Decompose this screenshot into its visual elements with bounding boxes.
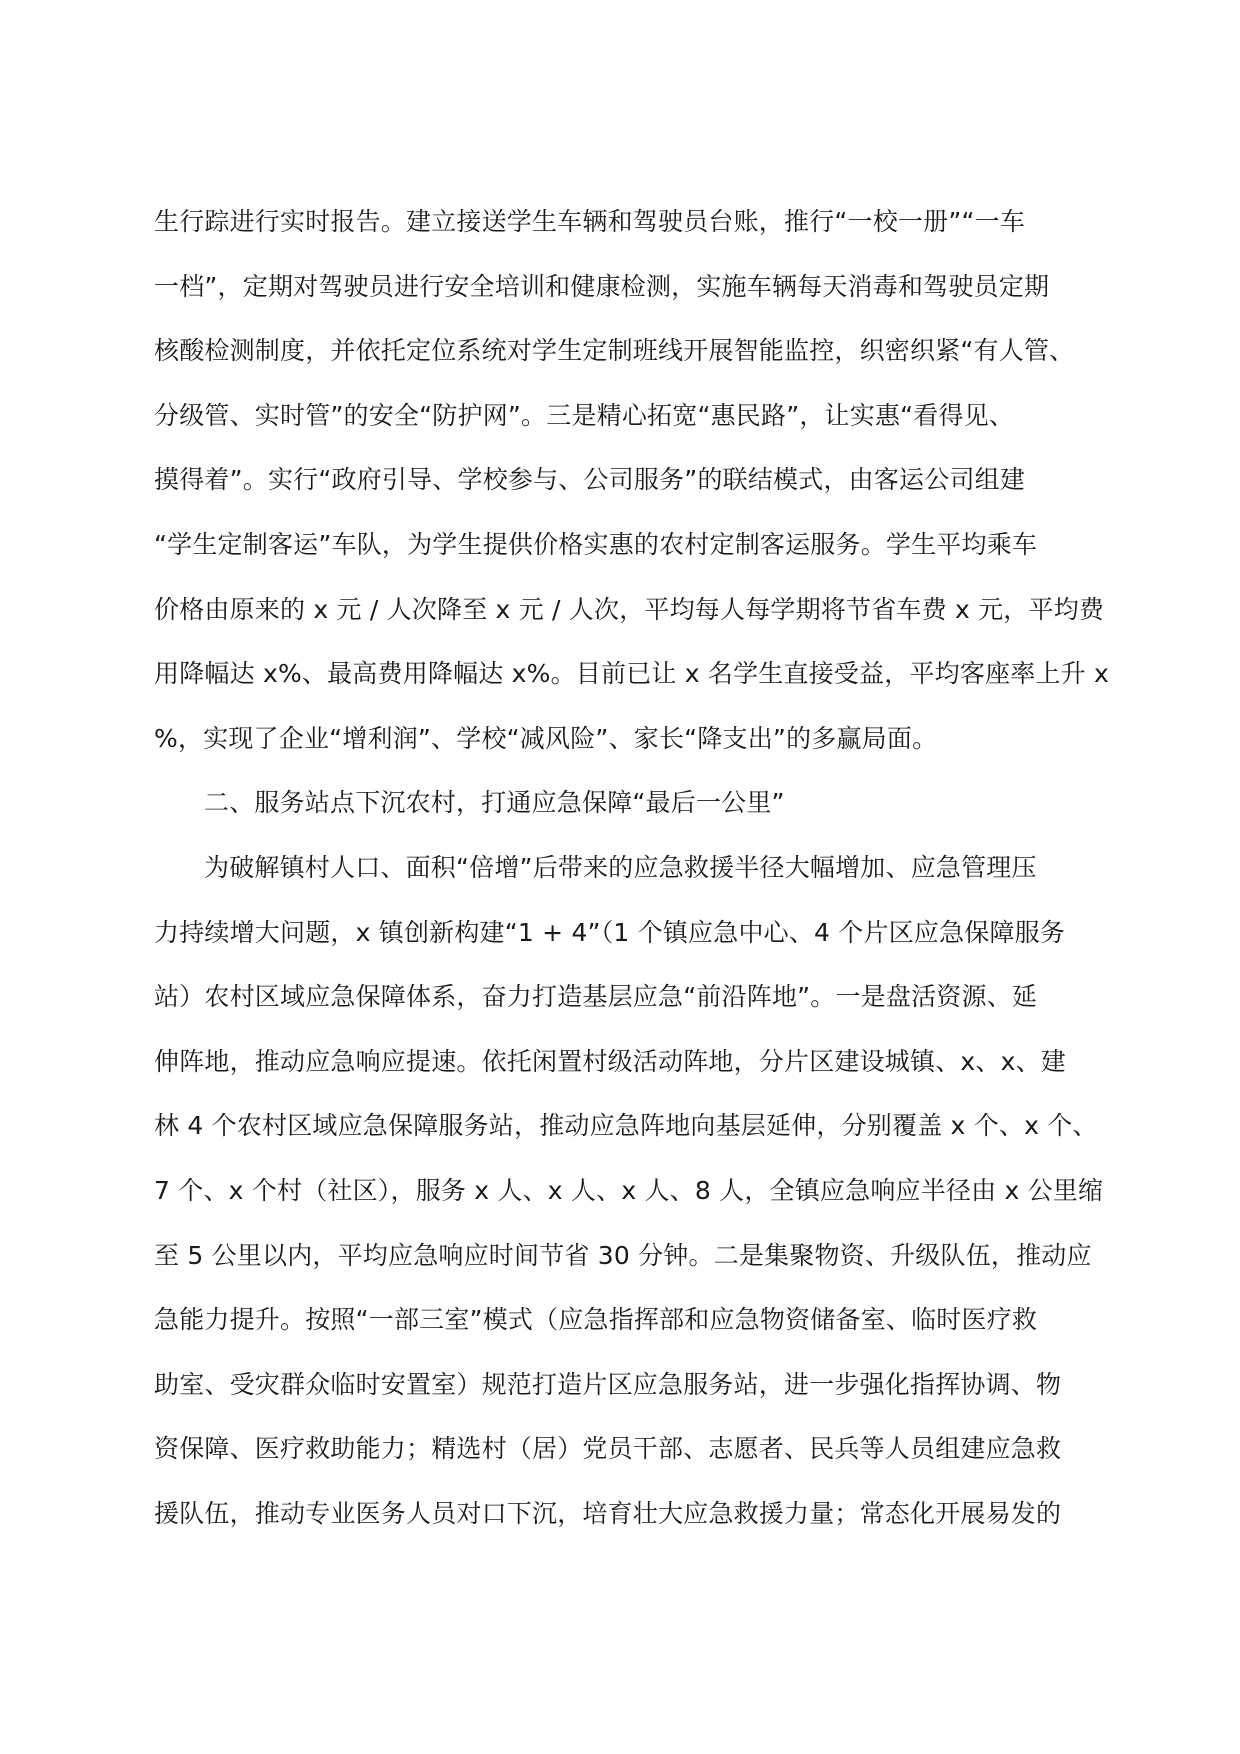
body-line: 7 个、x 个村（社区），服务 x 人、x 人、x 人、8 人，全镇应急响应半径由 x 公里缩 bbox=[154, 1175, 1104, 1205]
body-line: 站）农村区域应急保障体系，奋力打造基层应急“前沿阵地”。一是盘活资源、延 bbox=[154, 982, 1038, 1012]
body-line: 力持续增大问题，x 镇创新构建“1 + 4”（1 个镇应急中心、4 个片区应急保障服务 bbox=[154, 917, 1066, 947]
body-line: %，实现了企业“增利润”、学校“减风险”、家长“降支出”的多赢局面。 bbox=[154, 723, 938, 753]
body-line: 援队伍，推动专业医务人员对口下沉，培育壮大应急救援力量；常态化开展易发的 bbox=[154, 1498, 1062, 1528]
body-line: 资保障、医疗救助能力；精选村（居）党员干部、志愿者、民兵等人员组建应急救 bbox=[154, 1434, 1062, 1464]
body-line: 急能力提升。按照“一部三室”模式（应急指挥部和应急物资储备室、临时医疗救 bbox=[154, 1305, 1038, 1335]
body-line: 助室、受灾群众临时安置室）规范打造片区应急服务站，进一步强化指挥协调、物 bbox=[154, 1369, 1062, 1399]
section-heading: 二、服务站点下沉农村，打通应急保障“最后一公里” bbox=[204, 788, 785, 818]
body-line: 核酸检测制度，并依托定位系统对学生定制班线开展智能监控，织密织紧“有人管、 bbox=[154, 336, 1075, 366]
body-line: 生行踪进行实时报告。建立接送学生车辆和驾驶员台账，推行“一校一册”“一车 bbox=[154, 207, 1026, 236]
body-line: 伸阵地，推动应急响应提速。依托闲置村级活动阵地，分片区建设城镇、x、x、建 bbox=[154, 1046, 1066, 1076]
body-line: 为破解镇村人口、面积“倍增”后带来的应急救援半径大幅增加、应急管理压 bbox=[204, 852, 1037, 882]
body-line: 至 5 公里以内，平均应急响应时间节省 30 分钟。二是集聚物资、升级队伍，推动应 bbox=[154, 1240, 1092, 1270]
body-line: 分级管、实时管”的安全“防护网”。三是精心拓宽“惠民路”，让实惠“看得见、 bbox=[154, 400, 1015, 430]
document-body bbox=[154, 190, 1110, 1546]
body-line: 摸得着”。实行“政府引导、学校参与、公司服务”的联结模式，由客运公司组建 bbox=[154, 465, 1026, 495]
body-line: 用降幅达 x%、最高费用降幅达 x%。目前已让 x 名学生直接受益，平均客座率上升 x bbox=[154, 659, 1110, 689]
body-line: 一档”，定期对驾驶员进行安全培训和健康检测，实施车辆每天消毒和驾驶员定期 bbox=[154, 271, 1050, 301]
body-line: 价格由原来的 x 元 / 人次降至 x 元 / 人次，平均每人每学期将节省车费 x 元，平均费 bbox=[154, 594, 1105, 624]
body-line: “学生定制客运”车队，为学生提供价格实惠的农村定制客运服务。学生平均乘车 bbox=[154, 529, 1038, 559]
body-line: 林 4 个农村区域应急保障服务站，推动应急阵地向基层延伸，分别覆盖 x 个、x 个、 bbox=[154, 1111, 1098, 1141]
